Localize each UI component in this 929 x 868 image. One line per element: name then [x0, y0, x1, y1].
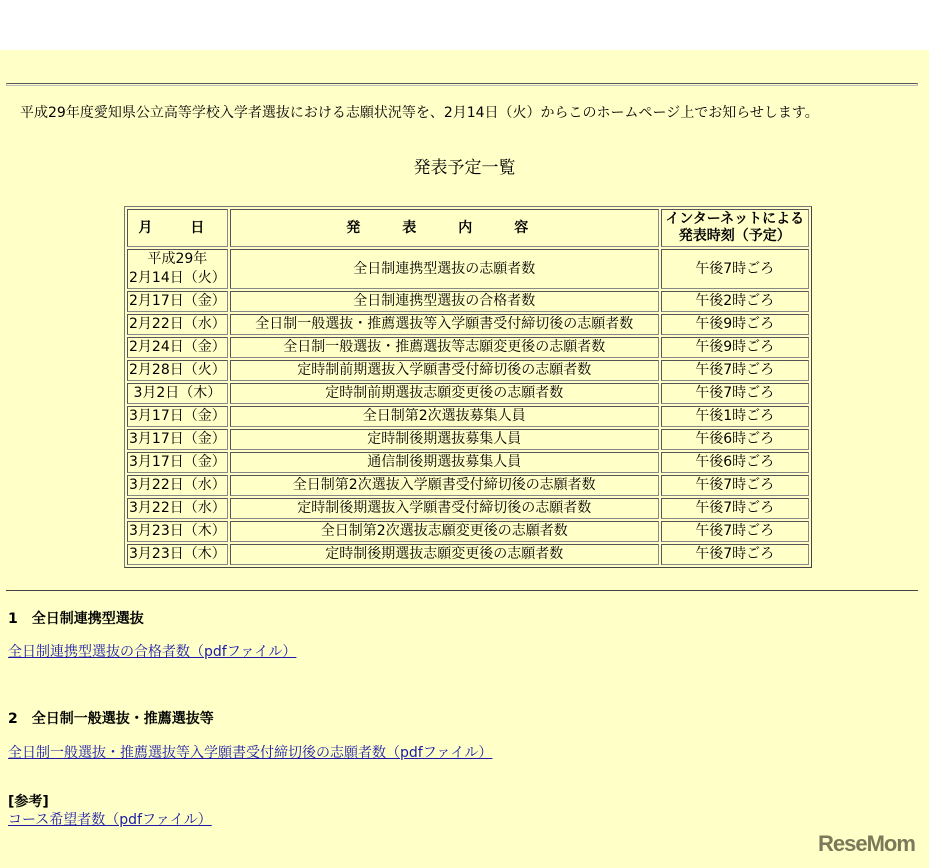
header-time: [661, 209, 809, 247]
time-cell: 午後1時ごろ: [661, 406, 809, 427]
content-cell: 定時制後期選抜入学願書受付締切後の志願者数: [230, 498, 659, 519]
date-cell: 3月17日（金）: [127, 429, 228, 450]
header-time-line1: インターネットによる: [665, 211, 805, 227]
table-row: [127, 544, 809, 565]
date-cell: 3月17日（金）: [127, 406, 228, 427]
date-cell: 2月24日（金）: [127, 337, 228, 358]
date-cell: 3月2日（木）: [127, 383, 228, 404]
table-row: [127, 429, 809, 450]
time-cell: 午後7時ごろ: [661, 249, 809, 289]
top-blank-area: [0, 0, 929, 50]
table-row: [127, 521, 809, 542]
content-cell: 全日制第2次選抜募集人員: [230, 406, 659, 427]
pdf-link-general-applicants[interactable]: 全日制一般選抜・推薦選抜等入学願書受付締切後の志願者数（pdfファイル）: [8, 745, 493, 761]
date-year: 平成29年: [147, 251, 208, 267]
header-time-line2: 発表時刻（予定）: [678, 228, 791, 244]
date-cell: 2月22日（水）: [127, 314, 228, 335]
schedule-table: [124, 206, 812, 568]
content-cell: 全日制連携型選抜の合格者数: [230, 291, 659, 312]
table-row: [127, 475, 809, 496]
content-cell: 全日制一般選抜・推薦選抜等入学願書受付締切後の志願者数: [230, 314, 659, 335]
time-cell: 午後6時ごろ: [661, 429, 809, 450]
content-cell: 全日制連携型選抜の志願者数: [230, 249, 659, 289]
table-header-row: [127, 209, 809, 247]
resemom-watermark-logo: ReseMom: [818, 831, 915, 856]
divider-top: [6, 83, 918, 86]
date-cell: 3月22日（水）: [127, 498, 228, 519]
date-day: 2月14日（火）: [129, 270, 226, 286]
content-cell: 通信制後期選抜募集人員: [230, 452, 659, 473]
table-row: [127, 406, 809, 427]
content-cell: 定時制前期選抜志願変更後の志願者数: [230, 383, 659, 404]
time-cell: 午後7時ごろ: [661, 544, 809, 565]
date-cell: 3月17日（金）: [127, 452, 228, 473]
time-cell: 午後7時ごろ: [661, 521, 809, 542]
time-cell: 午後7時ごろ: [661, 498, 809, 519]
content-cell: 定時制前期選抜入学願書受付締切後の志願者数: [230, 360, 659, 381]
content-cell: 全日制第2次選抜入学願書受付締切後の志願者数: [230, 475, 659, 496]
time-cell: 午後7時ごろ: [661, 475, 809, 496]
table-row: [127, 360, 809, 381]
pdf-link-course-preference[interactable]: コース希望者数（pdfファイル）: [8, 812, 212, 828]
table-row: [127, 337, 809, 358]
content-cell: 定時制後期選抜志願変更後の志願者数: [230, 544, 659, 565]
intro-text: 平成29年度愛知県公立高等学校入学者選抜における志願状況等を、2月14日（火）からこのホームページ上でお知らせします。: [20, 105, 819, 121]
table-row: [127, 383, 809, 404]
time-cell: 午後7時ごろ: [661, 383, 809, 404]
date-cell: [127, 249, 228, 289]
table-row: [127, 498, 809, 519]
table-row: [127, 452, 809, 473]
divider-middle: [6, 590, 918, 591]
pdf-link-renkei-passers[interactable]: 全日制連携型選抜の合格者数（pdfファイル）: [8, 644, 297, 660]
date-cell: 3月23日（木）: [127, 544, 228, 565]
time-cell: 午後6時ごろ: [661, 452, 809, 473]
content-cell: 全日制第2次選抜志願変更後の志願者数: [230, 521, 659, 542]
time-cell: 午後2時ごろ: [661, 291, 809, 312]
date-cell: 3月23日（木）: [127, 521, 228, 542]
time-cell: 午後9時ごろ: [661, 314, 809, 335]
page-title: 発表予定一覧: [413, 158, 516, 178]
date-cell: 2月28日（火）: [127, 360, 228, 381]
table-row: [127, 291, 809, 312]
header-content: 発 表 内 容: [230, 209, 659, 247]
time-cell: 午後9時ごろ: [661, 337, 809, 358]
reference-label: [参考]: [8, 794, 49, 810]
table-row: [127, 249, 809, 289]
header-date: 月 日: [127, 209, 228, 247]
date-cell: 2月17日（金）: [127, 291, 228, 312]
table-row: [127, 314, 809, 335]
content-cell: 定時制後期選抜募集人員: [230, 429, 659, 450]
section-heading-2: 2 全日制一般選抜・推薦選抜等: [8, 711, 214, 727]
content-cell: 全日制一般選抜・推薦選抜等志願変更後の志願者数: [230, 337, 659, 358]
section-heading-1: 1 全日制連携型選抜: [8, 611, 144, 627]
date-cell: 3月22日（水）: [127, 475, 228, 496]
time-cell: 午後7時ごろ: [661, 360, 809, 381]
